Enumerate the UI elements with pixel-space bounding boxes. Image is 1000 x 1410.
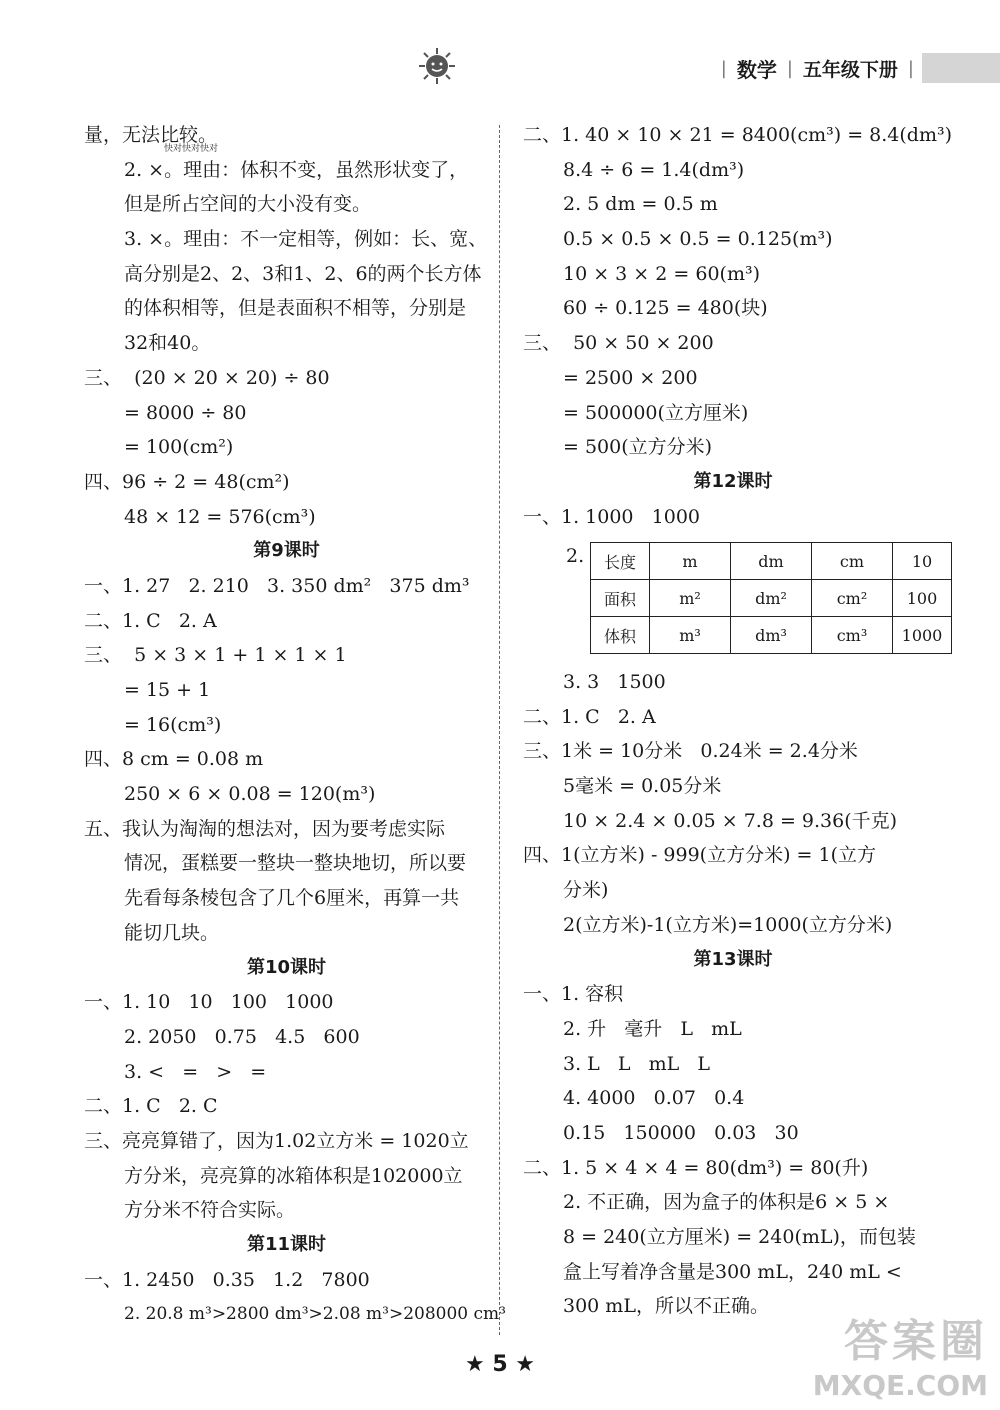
answer-line: 量，无法比较。 <box>84 124 218 146</box>
answer-line: 2. 5 dm = 0.5 m <box>563 193 718 216</box>
answer-line: = 100(cm²) <box>124 436 234 459</box>
table-cell: cm <box>812 543 893 580</box>
answer-line: 3. ×。理由：不一定相等，例如：长、宽、 <box>124 228 488 251</box>
answer-line: 2. 20.8 m³>2800 dm³>2.08 m³>208000 cm³ <box>124 1304 506 1325</box>
table-row <box>591 580 952 617</box>
answer-line: 四、8 cm = 0.08 m <box>84 748 264 771</box>
section-title: 第12课时 <box>693 470 773 492</box>
answer-line: 三、1米 = 10分米 0.24米 = 2.4分米 <box>523 740 858 763</box>
table-label: 2. <box>566 545 585 567</box>
answer-line: 四、1(立方米) - 999(立方分米) = 1(立方 <box>523 844 877 867</box>
table-cell: cm² <box>812 580 893 617</box>
answer-line: 0.15 150000 0.03 30 <box>563 1121 799 1144</box>
sun-mascot-icon <box>417 46 457 86</box>
answer-line: 分米) <box>563 879 609 902</box>
answer-line: 4. 4000 0.07 0.4 <box>563 1087 745 1110</box>
answer-line: 盒上写着净含量是300 mL，240 mL < <box>563 1260 902 1283</box>
table-cell: 10 <box>893 543 952 580</box>
answer-line: 一、1. 10 10 100 1000 <box>84 991 334 1014</box>
section-title: 第10课时 <box>246 956 327 978</box>
table-cell: dm² <box>731 580 812 617</box>
answer-line: 3. 3 1500 <box>563 671 666 693</box>
answer-line: 60 ÷ 0.125 = 480(块) <box>563 297 768 320</box>
table-cell: 体积 <box>591 617 650 654</box>
answer-line: 2. ×。理由：体积不变，虽然形状变了， 快对快对快对 <box>124 143 469 181</box>
answer-line: 2(立方米)-1(立方米)=1000(立方分米) <box>563 913 893 936</box>
answer-line: 250 × 6 × 0.08 = 120(m³) <box>124 783 376 806</box>
answer-line: 300 mL，所以不正确。 <box>563 1295 769 1318</box>
answer-line: 先看每条棱包含了几个6厘米，再算一共 <box>124 887 460 910</box>
answer-line: 3. L L mL L <box>563 1052 711 1075</box>
left-column <box>84 118 506 1332</box>
answer-line: 但是所占空间的大小没有变。 <box>124 193 372 216</box>
table-cell: 面积 <box>591 580 650 617</box>
table-cell: dm <box>731 543 812 580</box>
answer-line: 一、1. 2450 0.35 1.2 7800 <box>84 1268 370 1291</box>
table-row <box>591 543 952 580</box>
section-title: 第9课时 <box>253 540 320 562</box>
answer-line: 情况，蛋糕要一整块一整块地切，所以要 <box>124 852 467 875</box>
answer-line: 三、亮亮算错了，因为1.02立方米 = 1020立 <box>84 1129 469 1152</box>
answer-line: 的体积相等，但是表面积不相等，分别是 <box>124 297 467 320</box>
answer-line: 二、1. C 2. A <box>84 609 217 632</box>
answer-line: 高分别是2、2、3和1、2、6的两个长方体 <box>124 262 482 285</box>
header-decor-block <box>922 53 1000 83</box>
answer-line: = 16(cm³) <box>124 713 222 736</box>
table-cell: m³ <box>650 617 731 654</box>
answer-line: 32和40。 <box>124 332 211 355</box>
watermark <box>813 1305 988 1402</box>
answer-line: 二、1. C 2. C <box>84 1095 218 1118</box>
answer-line: 48 × 12 = 576(cm³) <box>124 505 316 528</box>
watermark-url: MXQE.COM <box>812 1369 988 1402</box>
answer-line: 3. < = > = <box>124 1060 267 1083</box>
answer-line: 三、 5 × 3 × 1 + 1 × 1 × 1 <box>84 644 347 667</box>
table-row <box>591 617 952 654</box>
right-column-bottom <box>523 665 943 1324</box>
answer-line: 10 × 2.4 × 0.05 × 7.8 = 9.36(千克) <box>563 809 898 832</box>
answer-line: 五、我认为淘淘的想法对，因为要考虑实际 <box>84 817 446 840</box>
answer-line: 方分米，亮亮算的冰箱体积是102000立 <box>124 1164 463 1187</box>
watermark-logo: 答案圈 <box>844 1316 988 1367</box>
answer-line: = 500(立方分米) <box>563 436 713 459</box>
answer-line: 5毫米 = 0.05分米 <box>563 775 722 798</box>
header-bar: | <box>720 57 727 79</box>
unit-table <box>590 542 952 654</box>
answer-line: 一、1. 27 2. 210 3. 350 dm² 375 dm³ <box>84 574 470 597</box>
table-cell: cm³ <box>812 617 893 654</box>
answer-line: 二、1. 40 × 10 × 21 = 8400(cm³) = 8.4(dm³) <box>523 124 952 146</box>
answer-line: 三、 50 × 50 × 200 <box>523 332 714 355</box>
answer-line: 10 × 3 × 2 = 60(m³) <box>563 262 760 285</box>
answer-line: = 2500 × 200 <box>563 366 698 389</box>
section-title: 第11课时 <box>246 1234 327 1255</box>
answer-line: 2. 升 毫升 L mL <box>563 1017 742 1040</box>
answer-line: 8.4 ÷ 6 = 1.4(dm³) <box>563 158 745 181</box>
answer-line: 一、1. 1000 1000 <box>523 505 700 528</box>
right-column-top <box>523 118 952 534</box>
header-subject: 数学 <box>736 57 777 82</box>
table-cell: dm³ <box>731 617 812 654</box>
answer-line: 能切几块。 <box>124 921 220 944</box>
answer-line: = 500000(立方厘米) <box>563 401 749 424</box>
table-cell: m² <box>650 580 731 617</box>
table-cell: 100 <box>893 580 952 617</box>
stamp-mark: 快对快对快对 <box>164 143 219 154</box>
answer-line: 四、96 ÷ 2 = 48(cm²) <box>84 470 290 493</box>
header-bar: | <box>907 57 914 79</box>
column-divider <box>499 125 500 1335</box>
table-cell: 1000 <box>893 617 952 654</box>
answer-line: 一、1. 容积 <box>523 983 624 1006</box>
answer-line: 二、1. 5 × 4 × 4 = 80(dm³) = 80(升) <box>523 1156 869 1179</box>
answer-line: 2. 2050 0.75 4.5 600 <box>124 1025 360 1048</box>
section-title: 第13课时 <box>693 948 773 970</box>
table-cell: 长度 <box>591 543 650 580</box>
answer-line: 2. 不正确，因为盒子的体积是6 × 5 × <box>563 1191 890 1214</box>
answer-line: 三、 (20 × 20 × 20) ÷ 80 <box>84 366 330 389</box>
answer-line: 0.5 × 0.5 × 0.5 = 0.125(m³) <box>563 228 833 251</box>
answer-line: 方分米不符合实际。 <box>124 1199 296 1222</box>
page-header <box>717 50 1000 86</box>
page-number: ★ 5 ★ <box>464 1352 536 1377</box>
header-grade: 五年级下册 <box>802 58 898 81</box>
answer-line: = 8000 ÷ 80 <box>124 401 247 424</box>
answer-line: = 15 + 1 <box>124 679 211 701</box>
answer-line: 二、1. C 2. A <box>523 705 656 728</box>
table-cell: m <box>650 543 731 580</box>
header-bar: | <box>786 57 793 79</box>
answer-line: 8 = 240(立方厘米) = 240(mL)，而包装 <box>563 1226 916 1248</box>
